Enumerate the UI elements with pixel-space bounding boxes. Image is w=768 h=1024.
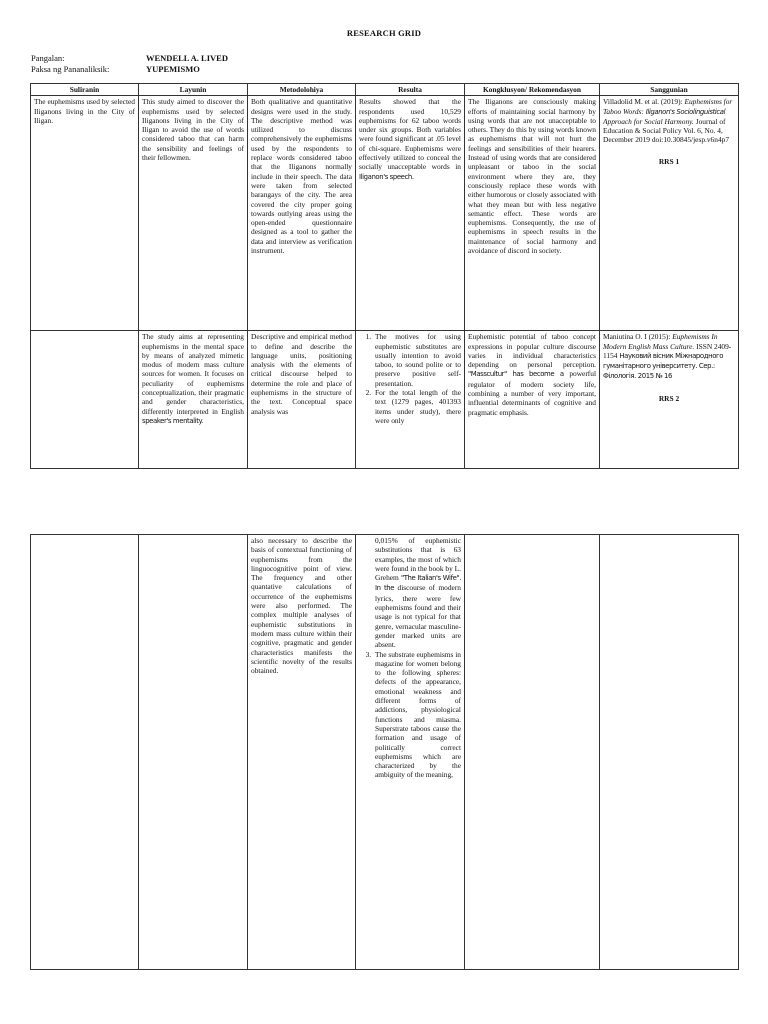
resulta-text-tail: Iliganon's speech. [359, 172, 414, 181]
reference-authors: Villadolid M. et al. (2019): [603, 97, 683, 107]
resulta-text-2: discourse of modern lyrics, there were few euphemisms found and their usage is not typical for that genre, vernacular masculine-gender marked units are absent. [375, 583, 461, 650]
header-metodolohiya: Metodolohiya [248, 84, 356, 96]
cell-layunin [139, 535, 248, 970]
cell-suliranin: The euphemisms used by selected Iliganons living in the City of Iligan. [31, 96, 139, 331]
cell-resulta [356, 535, 465, 970]
list-item: 1. The motives for using euphemistic substitutes are usually intention to avoid taboo, to sound polite or to preserve positive self-presentation. [373, 332, 461, 388]
resulta-list [359, 650, 461, 780]
cell-resulta [356, 96, 465, 331]
rrs-label: RRS 2 [658, 393, 680, 403]
table-row [31, 331, 739, 469]
header-layunin: Layunin [139, 84, 248, 96]
list-item: 2. For the total length of the text (1279 pages, 401393 items under study), there were only [373, 388, 461, 425]
research-grid-table-continued [30, 534, 739, 970]
cell-kongklusyon [465, 331, 600, 469]
reference-authors: Maniutina O. I (2015): [603, 332, 671, 342]
cell-metodolohiya: also necessary to describe the basis of contextual functioning of euphemisms from the linguocognitive point of view. The frequency and other quantative calculations of occurrence of the euphemisms were also performed. The complex multiple analyses of euphemistic substitutions in modern mass culture within their cognitive, pragmatic and gender characteristics manifests the scientific novelty of the results obtained. [248, 535, 356, 970]
resulta-text: 0,015% of euphemistic substitutions that is 63 examples, the most of which were found in the book by L. Grehem [375, 536, 461, 583]
reference-title: Euphemisms for Taboo Words: [603, 97, 733, 116]
header-suliranin: Suliranin [31, 84, 139, 96]
reference-title-2: Iliganon's Sociolinguistical [645, 107, 726, 116]
resulta-text: Results showed that the respondents used 10,529 euphemisms for 62 taboo words under six groups. Both variables were found significant at .05 level of chi-square. Euphemisms were effectively utilized to conceal the socially unacceptable words in [359, 97, 461, 172]
table-row [31, 96, 739, 331]
research-grid-table [30, 83, 739, 469]
name-label: Pangalan: [31, 53, 65, 63]
reference-title: Euphemisms In Modern English Mass Culture. [603, 332, 718, 351]
header-sanggunian: Sanggunian [600, 84, 739, 96]
cell-metodolohiya: Descriptive and empirical method to define and describe the language units, positioning analysis with the elements of critical discourse helped to determine the role and place of euphemisms in the structure of the text. Conceptual space analysis was [248, 331, 356, 469]
resulta-book-title: "The Italian's Wife". In the [375, 574, 461, 593]
cell-resulta [356, 331, 465, 469]
cell-kongklusyon [465, 535, 600, 970]
layunin-text: The study aims at representing euphemisms in the mental space by means of analyzed mimetic modus of modern mass culture sources for women. It focuses on peculiarity of euphemisms conceptualization, their pragmatic and gender characteristics, differently interpreted in English [142, 332, 244, 416]
topic-value: YUPEMISMO [146, 64, 200, 74]
reference-journal: Науковий вісник Міжнародного гуманітарного університету. Сер.: Філологія. 2015 № 16 [603, 351, 724, 381]
topic-label: Paksa ng Pananaliksik: [31, 64, 110, 74]
kongklusyon-text: Euphemistic potential of taboo concept expressions in popular culture discourse varies in individual characteristics depending on personal perception. [468, 332, 596, 370]
cell-sanggunian [600, 331, 739, 469]
cell-sanggunian [600, 96, 739, 331]
name-value: WENDELL A. LIVED [146, 53, 228, 63]
page-title: RESEARCH GRID [346, 28, 422, 38]
rrs-label: RRS 1 [658, 156, 680, 166]
cell-suliranin [31, 331, 139, 469]
table-header-row [31, 84, 739, 96]
table-row [31, 535, 739, 970]
cell-kongklusyon: The Iliganons are consciously making efforts of maintaining social harmony by using words that are not unacceptable to others. They do this by using words known as euphemisms that will not hurt the feelings and sensibilities of their hearers. Instead of using words that are considered unpleasant or taboo in the social environment where they are, they consciously replace these words with either humorous or closely associated with what they mean but with less negative semantic effect. These words are euphemisms. Consequently, the use of euphemisms in speech results in the maintenance of social harmony and avoidance of discord in society. [465, 96, 600, 331]
reference-issn: ISSN 2409-1154 [603, 341, 732, 360]
reference-journal: Journal of Education & Social Policy Vol. 6, No. 4, December 2019 doi:10.30845/jesp.v6n4p7 [603, 116, 730, 145]
cell-metodolohiya: Both qualitative and quantitative designs were used in the study. The descriptive method was utilized to discuss comprehensively the euphemisms used by the respondents to replace words considered taboo that the Iliganons normally include in their speech. The data were taken from selected barangays of the city. The area covered the city proper going towards outlying areas using the open-ended questionnaire designed as a tool to gather the data and interview as verification instrument. [248, 96, 356, 331]
list-item: 3. The substrate euphemisms in magazine for women belong to the following spheres: defects of the appearance, emotional weakness and different forms of addictions, physiological functions and miasma. Superstrate taboos cause the formation and usage of politically correct euphemisms which are characterized by the ambiguity of the meaning, [373, 650, 461, 780]
meta-topic-row [31, 64, 200, 74]
resulta-list [359, 332, 461, 425]
kongklusyon-text-2: powerful regulator of modern society life, combining a number of very important, influential determinants of cognitive and pragmatic emphasis. [468, 369, 596, 417]
header-resulta: Resulta [356, 84, 465, 96]
header-kongklusyon: Kongklusyon/ Rekomendasyon [465, 84, 600, 96]
kongklusyon-quote: "Masscultur" has become a [468, 370, 564, 379]
meta-name-row [31, 53, 228, 63]
cell-layunin: This study aimed to discover the euphemisms used by selected Iliganons living in the City of Iligan to avoid the use of words considered taboo that can harm the sensibility and feelings of their fellowmen. [139, 96, 248, 331]
layunin-text-tail: speaker's mentality. [142, 416, 203, 425]
reference-title-3: Approach for Social Harmony. [603, 116, 694, 126]
cell-suliranin [31, 535, 139, 970]
cell-layunin [139, 331, 248, 469]
cell-sanggunian [600, 535, 739, 970]
